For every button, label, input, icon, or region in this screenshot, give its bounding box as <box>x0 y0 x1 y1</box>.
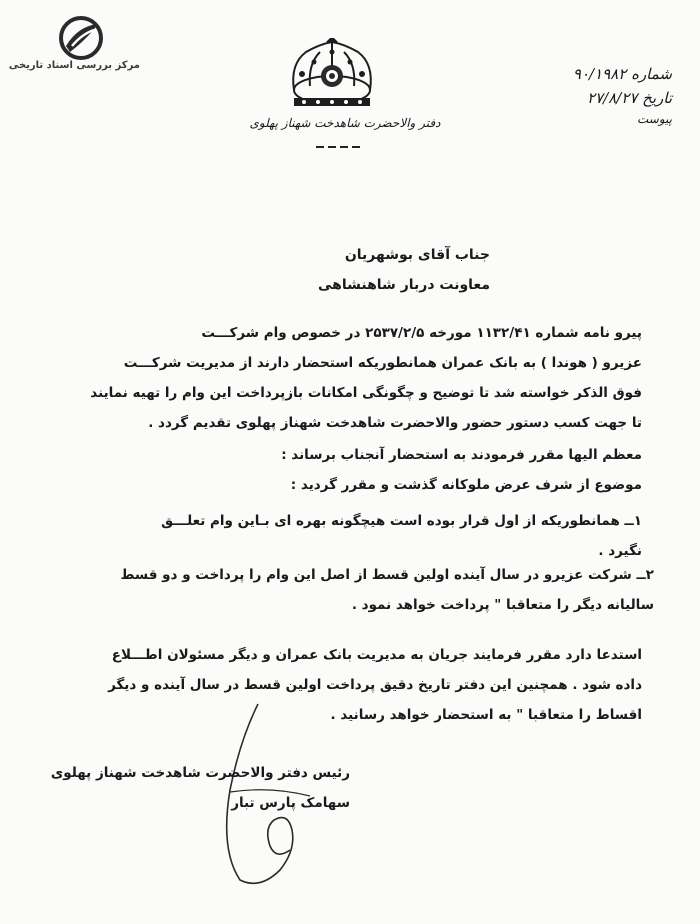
signatory-name: سهامک پارس تبار <box>231 795 350 811</box>
text-line: سالیانه دیگر را متعاقبا " پرداخت خواهد نمود . <box>351 597 654 613</box>
paragraph-2 <box>42 440 642 500</box>
paragraph-3 <box>42 640 642 730</box>
signatory-title: رئیس دفتر والاحضرت شاهدخت شهناز پهلوی <box>50 765 350 781</box>
divider <box>316 145 362 149</box>
text-line: ۲ــ شرکت عزیرو در سال آینده اولین قسط از اصل این وام را پرداخت و دو قسط <box>120 567 654 583</box>
text-line: داده شود . همچنین این دفتر تاریخ دقیق پرداخت اولین قسط در سال آینده و دیگر <box>108 677 642 693</box>
text-line: نگیرد . <box>598 543 642 559</box>
addressee-office: معاونت دربار شاهنشاهی <box>318 277 490 293</box>
office-title: دفتر والاحضرت شاهدخت شهناز پهلوی <box>249 116 441 130</box>
reference-block <box>502 62 672 128</box>
archive-logo <box>8 16 140 72</box>
addressee <box>318 240 490 300</box>
list-item-1 <box>22 506 642 566</box>
text-line: فوق الذکر خواسته شد تا توضیح و چگونگی امکانات بازپرداخت این وام را تهیه نمایند <box>90 385 642 401</box>
text-line: اقساط را متعاقبا " به استحضار خواهد رسانید . <box>330 707 642 723</box>
list-item-2 <box>14 560 654 620</box>
archive-caption: مرکز بررسی اسناد تاریخی <box>8 60 140 71</box>
text-line: تا جهت کسب دستور حضور والاحضرت شاهدخت شهناز پهلوی تقدیم گردد . <box>148 415 642 431</box>
reference-date: تاریخ ۲۷/۸/۲۷ <box>586 89 672 107</box>
text-line: معظم الیها مقرر فرمودند به استحضار آنجناب برساند : <box>281 447 642 463</box>
signature-block <box>51 758 350 818</box>
reference-number: شماره ۹۰/۱۹۸۲ <box>572 65 672 83</box>
crown-icon <box>280 38 384 112</box>
paragraph-1 <box>42 318 642 438</box>
text-line: استدعا دارد مقرر فرمایند جریان به مدیریت بانک عمران و دیگر مسئولان اطـــلاع <box>111 647 642 663</box>
addressee-name: جناب آقای بوشهریان <box>344 247 490 263</box>
text-line: موضوع از شرف عرض ملوکانه گذشت و مقرر گردید : <box>290 477 642 493</box>
text-line: پیرو نامه شماره ۱۱۳۲/۴۱ مورخه ۲۵۳۷/۲/۵ در خصوص وام شرکـــت <box>201 325 642 341</box>
text-line: عزیرو ( هوندا ) به بانک عمران همانطوریکه استحضار دارند از مدیریت شرکـــت <box>123 355 642 371</box>
archive-logo-icon <box>58 16 104 60</box>
text-line: ۱ــ همانطوریکه از اول قرار بوده است هیچگونه بهره ای بـاین وام تعلـــق <box>161 513 642 529</box>
reference-attachment: پیوست <box>637 112 672 126</box>
